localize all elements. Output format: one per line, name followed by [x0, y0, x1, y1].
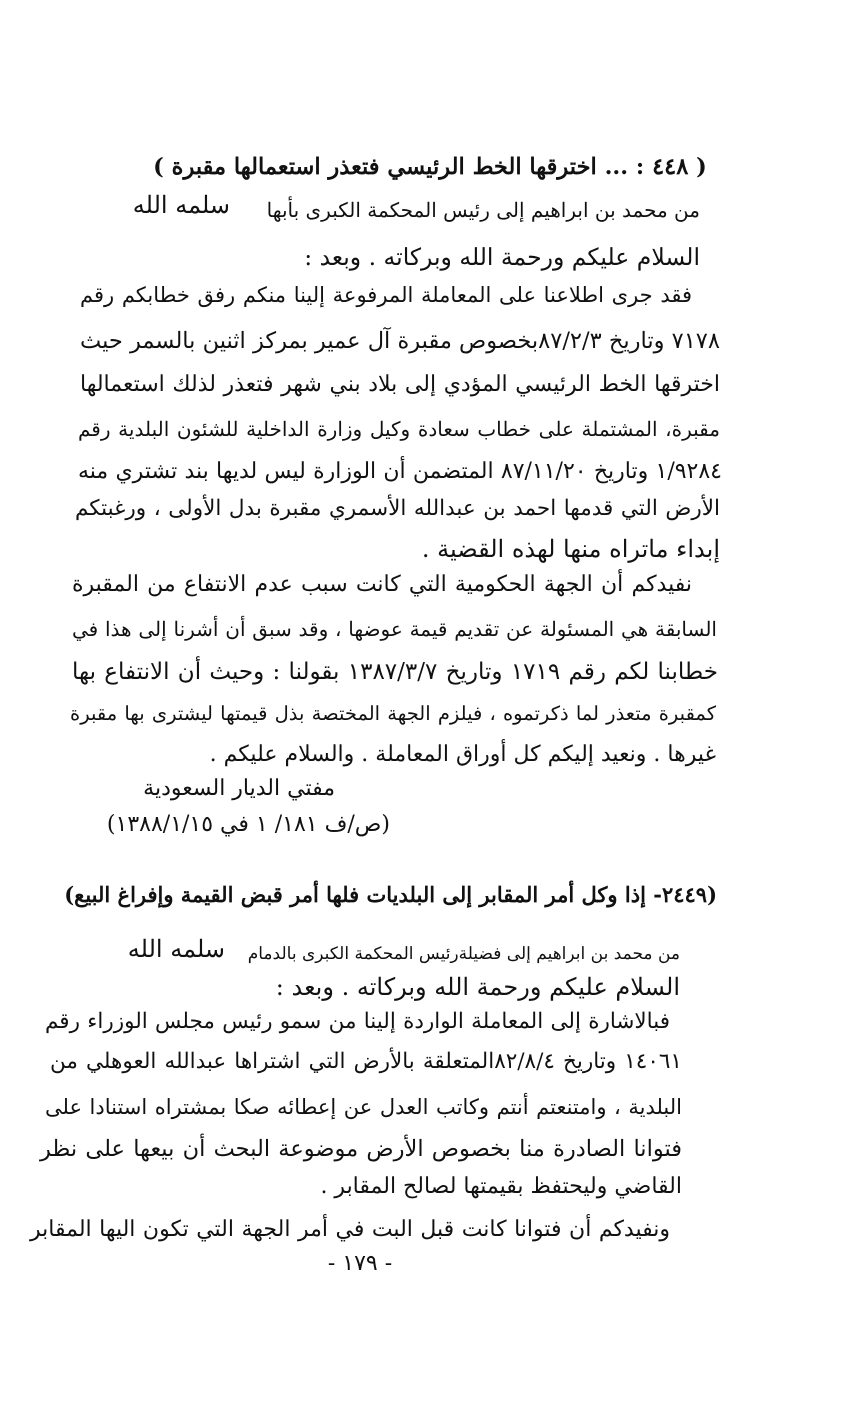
fatwa-448-line-5: ١/٩٢٨٤ وتاريخ ٨٧/١١/٢٠ المتضمن أن الوزارة ليس لديها بند تشتري منه [78, 459, 722, 484]
fatwa-448-line-6: الأرض التي قدمها احمد بن عبدالله الأسمري مقبرة بدل الأولى ، ورغبتكم [75, 496, 720, 521]
fatwa-2449-blessing: سلمه الله [127, 935, 225, 963]
fatwa-448-line-7: إبداء ماتراه منها لهذه القضية . [421, 535, 720, 563]
fatwa-448-signature: مفتي الديار السعودية [143, 776, 335, 801]
fatwa-448-blessing: سلمه الله [132, 191, 230, 219]
fatwa-2449-line-6: ونفيدكم أن فتوانا كانت قبل البت في أمر الجهة التي تكون اليها المقابر [30, 1217, 670, 1242]
fatwa-2449-line-5: القاضي وليحتفظ بقيمتها لصالح المقابر . [320, 1174, 682, 1199]
fatwa-448-reference: (ص/ف ١٨١/ ١ في ١٣٨٨/١/١٥) [106, 812, 390, 837]
fatwa-2449-title: (٢٤٤٩- إذا وكل أمر المقابر إلى البلديات فلها أمر قبض القيمة وإفراغ البيع) [64, 882, 717, 907]
fatwa-2449-line-1: فبالاشارة إلى المعاملة الواردة إلينا من سمو رئيس مجلس الوزراء رقم [45, 1009, 670, 1034]
fatwa-448-line-1: فقد جرى اطلاعنا على المعاملة المرفوعة إلينا منكم رفق خطابكم رقم [80, 283, 693, 307]
fatwa-2449-line-4: فتوانا الصادرة منا بخصوص الأرض موضوعة البحث أن بيعها على نظر [40, 1136, 682, 1162]
fatwa-2449-salutation: السلام عليكم ورحمة الله وبركاته . وبعد : [275, 973, 680, 1001]
fatwa-2449-line-2: ١٤٠٦١ وتاريخ ٨٢/٨/٤المتعلقة بالأرض التي اشتراها عبدالله العوهلي من [50, 1049, 682, 1074]
fatwa-448-salutation: السلام عليكم ورحمة الله وبركاته . وبعد : [304, 243, 700, 271]
fatwa-448-line-12: غيرها . ونعيد إليكم كل أوراق المعاملة . والسلام عليكم . [209, 742, 716, 767]
fatwa-448-line-11: كمقبرة متعذر لما ذكرتموه ، فيلزم الجهة المختصة بذل قيمتها ليشترى بها مقبرة [70, 702, 716, 725]
fatwa-448-line-3: اخترقها الخط الرئيسي المؤدي إلى بلاد بني شهر فتعذر لذلك استعمالها [80, 372, 720, 397]
fatwa-448-line-2: ٧١٧٨ وتاريخ ٨٧/٢/٣بخصوص مقبرة آل عمير بمركز اثنين بالسمر حيث [80, 328, 720, 354]
fatwa-448-line-4: مقبرة، المشتملة على خطاب سعادة وكيل وزارة الداخلية للشئون البلدية رقم [78, 417, 720, 441]
page-number: - ١٧٩ - [327, 1251, 393, 1276]
fatwa-2449-recipient: من محمد بن ابراهيم إلى فضيلةرئيس المحكمة الكبرى بالدمام [247, 944, 680, 964]
fatwa-448-line-8: نفيدكم أن الجهة الحكومية التي كانت سبب عدم الانتفاع من المقبرة [72, 572, 692, 597]
fatwa-448-line-9: السابقة هي المسئولة عن تقديم قيمة عوضها ، وقد سبق أن أشرنا إلى هذا في [72, 617, 717, 641]
fatwa-448-line-10: خطابنا لكم رقم ١٧١٩ وتاريخ ١٣٨٧/٣/٧ بقولنا : وحيث أن الانتفاع بها [72, 659, 718, 685]
fatwa-448-title: ( ٤٤٨ : ... اخترقها الخط الرئيسي فتعذر استعمالها مقبرة ) [153, 154, 707, 180]
fatwa-2449-line-3: البلدية ، وامتنعتم أنتم وكاتب العدل عن إعطائه صكا بمشتراه استنادا على [45, 1095, 682, 1119]
fatwa-448-recipient: من محمد بن ابراهيم إلى رئيس المحكمة الكبرى بأبها [266, 198, 700, 222]
